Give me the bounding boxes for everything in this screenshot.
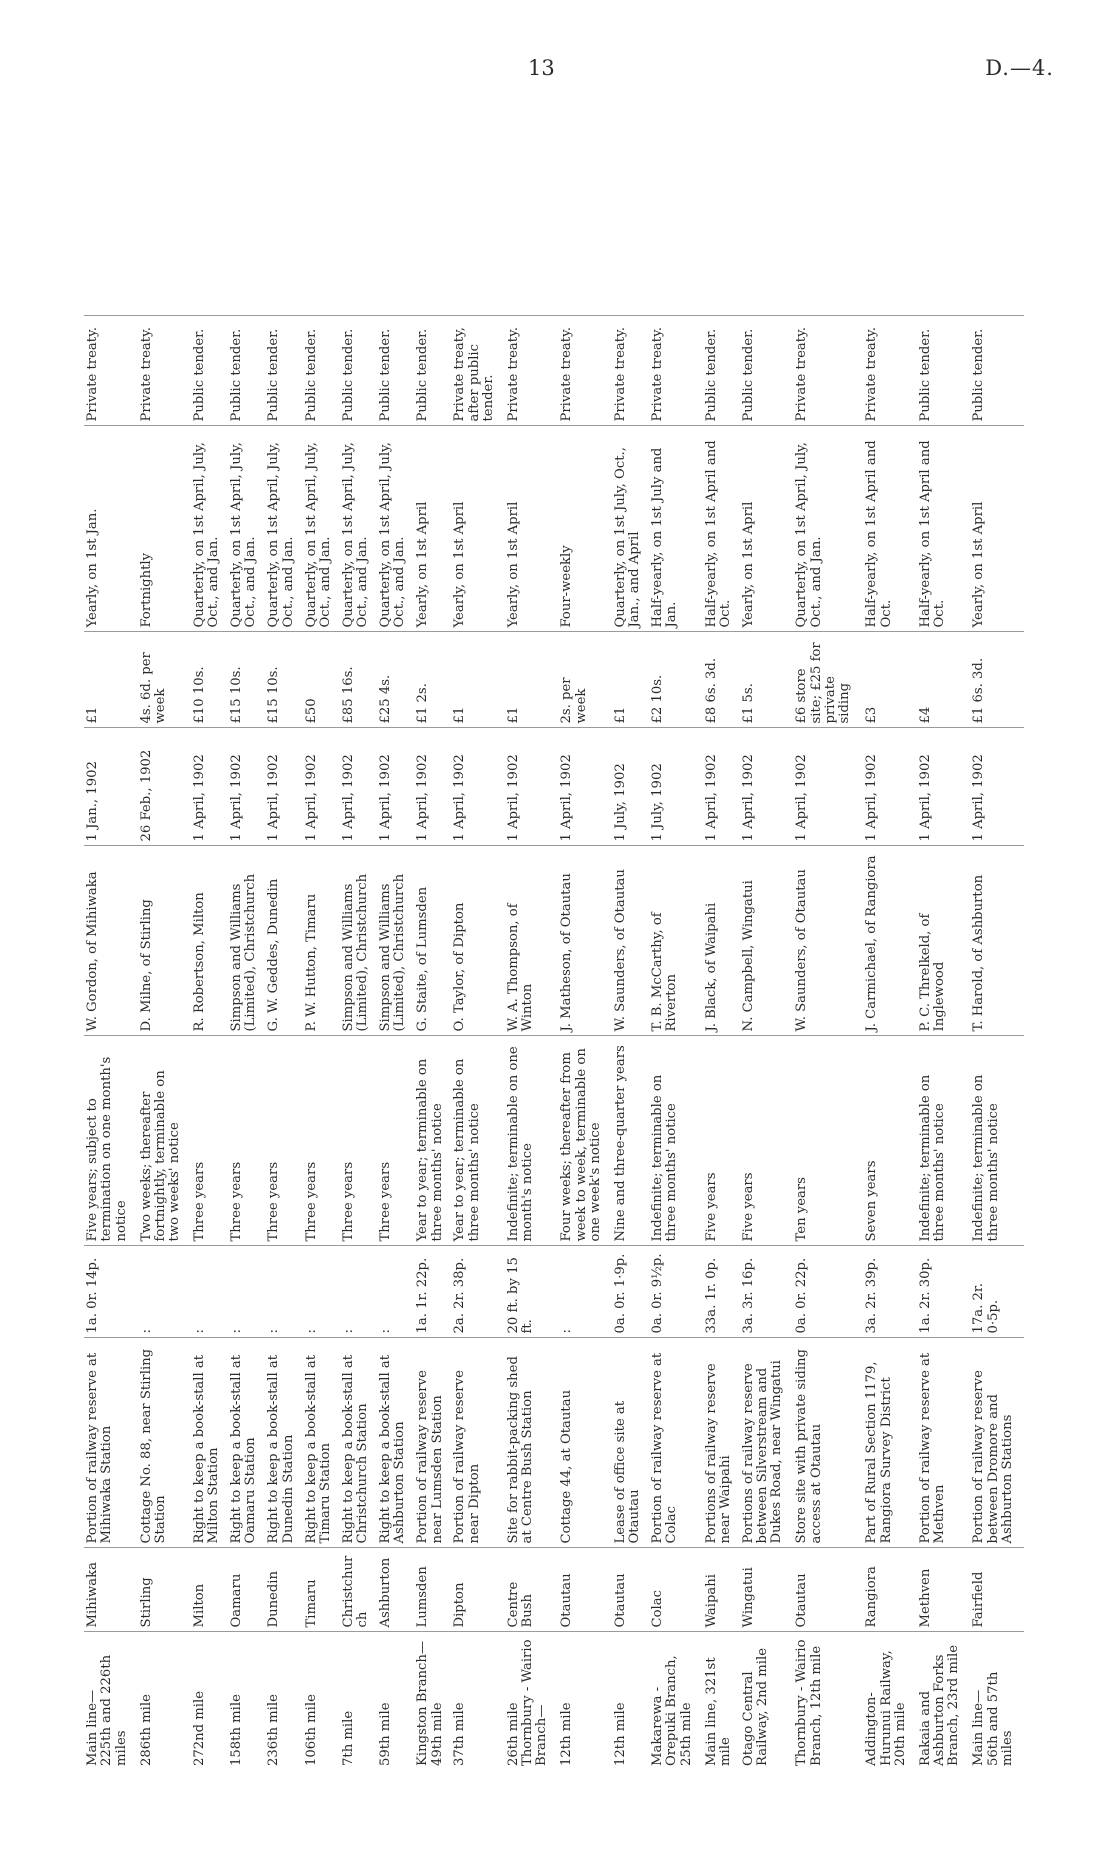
cell-mileage: Rakaia and Ashburton Forks Branch, 23rd mile [917, 1644, 962, 1766]
cell-method: Public tender. [970, 316, 1024, 426]
table-row [505, 100, 559, 1770]
cell-date: 1 April, 1902 [970, 728, 1024, 846]
cell-lessee: J. Matheson, of Otautau [558, 846, 612, 1036]
cell-mileage: 236th mile [266, 1694, 282, 1766]
cell-description: Portions of railway reserve near Waipahi [703, 1338, 740, 1548]
cell-mileage: 106th mile [303, 1694, 319, 1766]
cell-description: Right to keep a book-stall at Dunedin Station [265, 1338, 302, 1548]
cell-lessee: O. Taylor, of Dipton [451, 846, 505, 1036]
cell-area: : [558, 1246, 612, 1338]
cell-rent: £8 6s. 3d. [703, 632, 740, 728]
cell-payment: Quarterly, on 1st April, July, Oct., and Jan. [265, 426, 302, 632]
cell-mileage: 158th mile [229, 1694, 245, 1766]
cell-rent: £1 [505, 632, 559, 728]
cell-method: Public tender. [377, 316, 414, 426]
cell-date: 1 April, 1902 [558, 728, 612, 846]
cell-lessee: T. B. McCarthy, of Riverton [649, 846, 703, 1036]
cell-date: 1 April, 1902 [451, 728, 505, 846]
cell-date: 1 April, 1902 [377, 728, 414, 846]
cell-payment: Quarterly, on 1st April, July, Oct., and Jan. [303, 426, 340, 632]
cell-blank [863, 100, 917, 316]
cell-area: : [303, 1246, 340, 1338]
cell-lessee: G. Staite, of Lumsden [414, 846, 451, 1036]
cell-term: Three years [191, 1036, 228, 1246]
cell-area: 3a. 2r. 39p. [863, 1246, 917, 1338]
cell-date: 1 April, 1902 [703, 728, 740, 846]
table-row [649, 100, 703, 1770]
cell-blank [138, 100, 192, 316]
cell-method: Private treaty. [649, 316, 703, 426]
cell-term: Indefinite; terminable on three months' notice [917, 1036, 971, 1246]
cell-description: Right to keep a book-stall at Timaru Station [303, 1338, 340, 1548]
lease-table [84, 100, 1024, 1770]
cell-blank [228, 100, 265, 316]
cell-term: Indefinite; terminable on one month's notice [505, 1036, 559, 1246]
rotated-table-container [84, 100, 1024, 1770]
cell-blank [740, 100, 794, 316]
cell-rent: £1 [451, 632, 505, 728]
cell-term: Nine and three-quarter years [612, 1036, 649, 1246]
cell-date: 1 April, 1902 [505, 728, 559, 846]
cell-blank [340, 100, 377, 316]
cell-method: Private treaty. [558, 316, 612, 426]
cell-payment: Half-yearly, on 1st April and Oct. [863, 426, 917, 632]
cell-blank [191, 100, 228, 316]
document-reference: D.—4. [985, 56, 1054, 80]
table-row [740, 100, 794, 1770]
cell-area: 1a. 1r. 22p. [414, 1246, 451, 1338]
cell-term: Indefinite; terminable on three months' notice [970, 1036, 1024, 1246]
cell-mileage: 26th mile Thornbury - Wairio Branch— [505, 1639, 550, 1766]
cell-payment: Half-yearly, on 1st April and Oct. [917, 426, 971, 632]
table-row [340, 100, 377, 1770]
cell-mileage: Thornbury - Wairio Branch, 12th mile [794, 1639, 824, 1766]
cell-method: Public tender. [414, 316, 451, 426]
cell-rent: £25 4s. [377, 632, 414, 728]
cell-lessee: G. W. Geddes, Dunedin [265, 846, 302, 1036]
cell-station: Christchurch [340, 1548, 377, 1632]
cell-area: : [340, 1246, 377, 1338]
cell-rent: £10 10s. [191, 632, 228, 728]
cell-description: Portion of railway reserve at Colac [649, 1338, 703, 1548]
cell-term: Four weeks; thereafter from week to week, terminable on one week's notice [558, 1036, 612, 1246]
cell-rent: £50 [303, 632, 340, 728]
cell-description: Cottage 44, at Otautau [558, 1338, 612, 1548]
cell-lessee: N. Campbell, Wingatui [740, 846, 794, 1036]
cell-mileage: 59th mile [378, 1702, 394, 1766]
cell-method: Public tender. [740, 316, 794, 426]
cell-payment: Quarterly, on 1st April, July, Oct., and Jan. [793, 426, 863, 632]
cell-lessee: W. A. Thompson, of Winton [505, 846, 559, 1036]
cell-date: 1 April, 1902 [414, 728, 451, 846]
cell-term: Year to year; terminable on three months' notice [414, 1036, 451, 1246]
cell-mileage: Addington-Hurunui Railway, 20th mile [864, 1650, 908, 1766]
cell-description: Portion of railway reserve at Mihiwaka Station [84, 1338, 138, 1548]
cell-blank [505, 100, 559, 316]
cell-station: Otautau [793, 1548, 863, 1632]
cell-lessee: Simpson and Williams (Limited), Christchurch [228, 846, 265, 1036]
cell-rent: £15 10s. [228, 632, 265, 728]
cell-date: 1 April, 1902 [340, 728, 377, 846]
cell-station: Fairfield [970, 1548, 1024, 1632]
cell-payment: Yearly, on 1st April [414, 426, 451, 632]
cell-station: Centre Bush [505, 1548, 559, 1632]
table-row [377, 100, 414, 1770]
cell-method: Public tender. [917, 316, 971, 426]
cell-area: : [377, 1246, 414, 1338]
cell-station: Waipahi [703, 1548, 740, 1632]
cell-rent: £1 6s. 3d. [970, 632, 1024, 728]
cell-lessee: W. Saunders, of Otautau [612, 846, 649, 1036]
cell-date: 1 July, 1902 [612, 728, 649, 846]
cell-mileage: 12th mile [613, 1702, 628, 1766]
table-row [414, 100, 451, 1770]
cell-lessee: J. Black, of Waipahi [703, 846, 740, 1036]
cell-lessee: P. W. Hutton, Timaru [303, 846, 340, 1036]
cell-area: 2a. 2r. 38p. [451, 1246, 505, 1338]
cell-blank [917, 100, 971, 316]
cell-payment: Four-weekly [558, 426, 612, 632]
cell-date: 1 April, 1902 [303, 728, 340, 846]
cell-description: Portions of railway reserve between Silverstream and Dukes Road, near Wingatui [740, 1338, 794, 1548]
cell-term: Three years [265, 1036, 302, 1246]
cell-blank [84, 100, 138, 316]
cell-blank [377, 100, 414, 316]
cell-area: 0a. 0r. 22p. [793, 1246, 863, 1338]
cell-blank [970, 100, 1024, 316]
cell-date: 1 July, 1902 [649, 728, 703, 846]
cell-mileage: Main line, 321st mile [703, 1657, 733, 1766]
cell-area: : [228, 1246, 265, 1338]
cell-mileage: 7th mile [340, 1710, 356, 1766]
cell-description: Lease of office site at Otautau [612, 1338, 649, 1548]
table-row [265, 100, 302, 1770]
cell-station: Otautau [612, 1548, 649, 1632]
cell-blank [793, 100, 863, 316]
cell-station: Methven [917, 1548, 971, 1632]
table-row [303, 100, 340, 1770]
cell-description: Cottage No. 88, near Stirling Station [138, 1338, 192, 1548]
cell-description: Part of Rural Section 1179, Rangiora Survey District [863, 1338, 917, 1548]
cell-payment: Half-yearly, on 1st July and Jan. [649, 426, 703, 632]
cell-term: Five years [703, 1036, 740, 1246]
cell-description: Store site with private siding access at Otautau [793, 1338, 863, 1548]
cell-term: Ten years [793, 1036, 863, 1246]
cell-method: Private treaty. [863, 316, 917, 426]
cell-mileage: 272nd mile [192, 1690, 208, 1766]
cell-rent: £85 16s. [340, 632, 377, 728]
cell-method: Public tender. [228, 316, 265, 426]
cell-term: Three years [377, 1036, 414, 1246]
cell-station: Ashburton [377, 1548, 414, 1632]
cell-rent: 2s. per week [558, 632, 612, 728]
cell-blank [612, 100, 649, 316]
cell-method: Private treaty. [505, 316, 559, 426]
cell-description: Portion of railway reserve at Methven [917, 1338, 971, 1548]
cell-area: 3a. 3r. 16p. [740, 1246, 794, 1338]
cell-rent: £1 5s. [740, 632, 794, 728]
cell-mileage: Kingston Branch— 49th mile [415, 1640, 445, 1766]
cell-area: 17a. 2r. 0·5p. [970, 1246, 1024, 1338]
cell-method: Private treaty, after public tender. [451, 316, 505, 426]
cell-station: Wingatui [740, 1548, 794, 1632]
cell-rent: £1 2s. [414, 632, 451, 728]
cell-rent: £3 [863, 632, 917, 728]
page-number: 13 [528, 56, 555, 80]
cell-description: Right to keep a book-stall at Christchurch Station [340, 1338, 377, 1548]
cell-term: Five years; subject to termination on one month's notice [84, 1036, 138, 1246]
cell-term: Indefinite; terminable on three months' notice [649, 1036, 703, 1246]
cell-station: Rangiora [863, 1548, 917, 1632]
cell-method: Public tender. [303, 316, 340, 426]
cell-payment: Quarterly, on 1st April, July, Oct., and Jan. [340, 426, 377, 632]
cell-lessee: J. Carmichael, of Rangiora [863, 846, 917, 1036]
cell-mileage: Otago Central Railway, 2nd mile [740, 1647, 771, 1766]
table-row [558, 100, 612, 1770]
cell-area: 0a. 0r. 1·9p. [612, 1246, 649, 1338]
cell-rent: £2 10s. [649, 632, 703, 728]
cell-rent: 4s. 6d. per week [138, 632, 192, 728]
cell-lessee: P. C. Threlkeld, of Inglewood [917, 846, 971, 1036]
cell-date: 1 April, 1902 [917, 728, 971, 846]
cell-method: Private treaty. [793, 316, 863, 426]
cell-description: Portion of railway reserve near Lumsden Station [414, 1338, 451, 1548]
cell-payment: Half-yearly, on 1st April and Oct. [703, 426, 740, 632]
cell-blank [265, 100, 302, 316]
cell-date: 1 April, 1902 [793, 728, 863, 846]
cell-area: : [191, 1246, 228, 1338]
cell-method: Public tender. [340, 316, 377, 426]
cell-term: Two weeks; thereafter fortnightly, terminable on two weeks' notice [138, 1036, 192, 1246]
table-row [612, 100, 649, 1770]
cell-area: 33a. 1r. 0p. [703, 1246, 740, 1338]
table-row [793, 100, 863, 1770]
cell-station: Milton [191, 1548, 228, 1632]
cell-term: Three years [340, 1036, 377, 1246]
table-row [138, 100, 192, 1770]
table-row [703, 100, 740, 1770]
cell-description: Right to keep a book-stall at Ashburton Station [377, 1338, 414, 1548]
cell-date: 1 April, 1902 [863, 728, 917, 846]
cell-area: 0a. 0r. 9½p. [649, 1246, 703, 1338]
cell-rent: £4 [917, 632, 971, 728]
cell-description: Portion of railway reserve between Dromore and Ashburton Stations [970, 1338, 1024, 1548]
cell-payment: Yearly, on 1st April [740, 426, 794, 632]
cell-lessee: T. Harold, of Ashburton [970, 846, 1024, 1036]
cell-station: Dipton [451, 1548, 505, 1632]
cell-blank [649, 100, 703, 316]
cell-lessee: W. Gordon, of Mihiwaka [84, 846, 138, 1036]
cell-station: Mihiwaka [84, 1548, 138, 1632]
cell-method: Private treaty. [138, 316, 192, 426]
cell-method: Private treaty. [612, 316, 649, 426]
cell-blank [558, 100, 612, 316]
cell-station: Dunedin [265, 1548, 302, 1632]
table-row [451, 100, 505, 1770]
cell-date: 1 April, 1902 [265, 728, 302, 846]
table-row [917, 100, 971, 1770]
table-row [84, 100, 138, 1770]
cell-term: Three years [228, 1036, 265, 1246]
cell-method: Public tender. [191, 316, 228, 426]
cell-description: Right to keep a book-stall at Oamaru Station [228, 1338, 265, 1548]
cell-mileage: Makarewa - Orepuki Branch, 25th mile [650, 1655, 694, 1766]
lease-table-body [84, 100, 1024, 1770]
cell-date: 26 Feb., 1902 [138, 728, 192, 846]
cell-rent: £15 10s. [265, 632, 302, 728]
cell-mileage: Main line— 225th and 226th miles [85, 1654, 129, 1766]
cell-date: 1 April, 1902 [191, 728, 228, 846]
cell-area: : [265, 1246, 302, 1338]
table-row [228, 100, 265, 1770]
cell-payment: Yearly, on 1st April [970, 426, 1024, 632]
cell-method: Public tender. [703, 316, 740, 426]
cell-station: Colac [649, 1548, 703, 1632]
cell-payment: Quarterly, on 1st April, July, Oct., and Jan. [191, 426, 228, 632]
cell-blank [451, 100, 505, 316]
cell-mileage: 37th mile [452, 1702, 468, 1766]
cell-date: 1 April, 1902 [740, 728, 794, 846]
cell-payment: Quarterly, on 1st July, Oct., Jan., and April [612, 426, 649, 632]
cell-station: Stirling [138, 1548, 192, 1632]
cell-area: 20 ft. by 15 ft. [505, 1246, 559, 1338]
cell-mileage: Main line— 56th and 57th miles [971, 1671, 1015, 1766]
cell-payment: Yearly, on 1st April [505, 426, 559, 632]
table-row [970, 100, 1024, 1770]
cell-method: Public tender. [265, 316, 302, 426]
cell-term: Five years [740, 1036, 794, 1246]
cell-term: Seven years [863, 1036, 917, 1246]
cell-payment: Yearly, on 1st April [451, 426, 505, 632]
cell-payment: Quarterly, on 1st April, July, Oct., and Jan. [228, 426, 265, 632]
cell-rent: £1 [612, 632, 649, 728]
cell-station: Oamaru [228, 1548, 265, 1632]
cell-rent: £6 store site; £25 for private siding [793, 632, 863, 728]
cell-payment: Quarterly, on 1st April, July, Oct., and Jan. [377, 426, 414, 632]
cell-lessee: R. Robertson, Milton [191, 846, 228, 1036]
cell-station: Lumsden [414, 1548, 451, 1632]
cell-blank [414, 100, 451, 316]
cell-station: Timaru [303, 1548, 340, 1632]
cell-description: Site for rabbit-packing shed at Centre Bush Station [505, 1338, 559, 1548]
cell-lessee: D. Milne, of Stirling [138, 846, 192, 1036]
cell-area: : [138, 1246, 192, 1338]
cell-description: Portion of railway reserve near Dipton [451, 1338, 505, 1548]
cell-lessee: Simpson and Williams (Limited), Christchurch [377, 846, 414, 1036]
cell-mileage: 286th mile [138, 1694, 154, 1766]
cell-term: Three years [303, 1036, 340, 1246]
cell-date: 1 Jan., 1902 [84, 728, 138, 846]
cell-lessee: Simpson and Williams (Limited), Christchurch [340, 846, 377, 1036]
cell-station: Otautau [558, 1548, 612, 1632]
cell-payment: Fortnightly [138, 426, 192, 632]
cell-method: Private treaty. [84, 316, 138, 426]
table-row [191, 100, 228, 1770]
cell-mileage: 12th mile [559, 1702, 575, 1766]
cell-area: 1a. 0r. 14p. [84, 1246, 138, 1338]
cell-payment: Yearly, on 1st Jan. [84, 426, 138, 632]
cell-rent: £1 [84, 632, 138, 728]
cell-term: Year to year; terminable on three months' notice [451, 1036, 505, 1246]
cell-blank [303, 100, 340, 316]
cell-blank [703, 100, 740, 316]
cell-description: Right to keep a book-stall at Milton Station [191, 1338, 228, 1548]
cell-area: 1a. 2r. 30p. [917, 1246, 971, 1338]
cell-lessee: W. Saunders, of Otautau [793, 846, 863, 1036]
cell-date: 1 April, 1902 [228, 728, 265, 846]
table-row [863, 100, 917, 1770]
